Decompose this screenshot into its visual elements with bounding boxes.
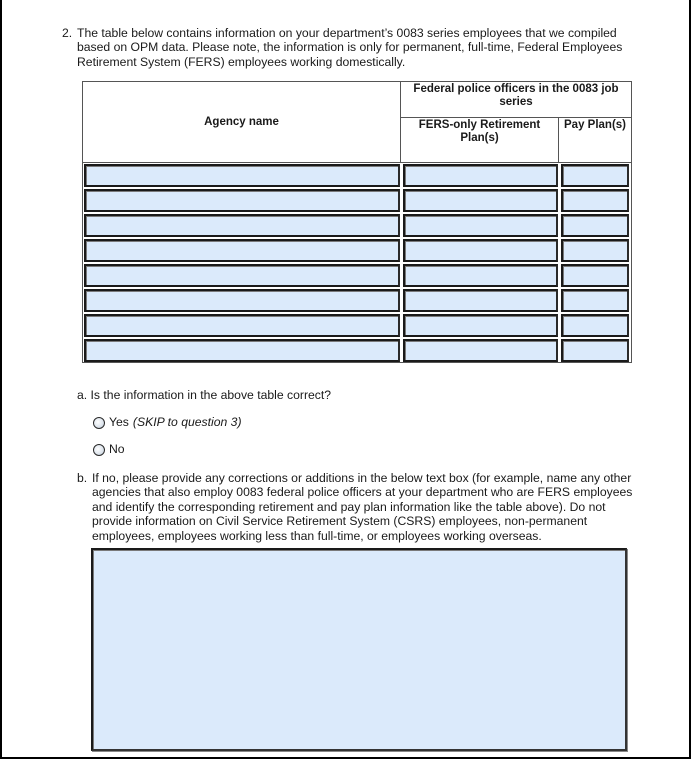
agency-name-field[interactable]: [84, 339, 400, 362]
agency-name-field[interactable]: [84, 239, 400, 262]
fers-plan-field[interactable]: [403, 289, 558, 312]
fers-plan-field[interactable]: [403, 164, 558, 187]
pay-plan-field[interactable]: [561, 314, 629, 337]
header-federal-police-group: Federal police officers in the 0083 job series: [400, 81, 632, 118]
table-row: [83, 163, 631, 188]
radio-label-no: No: [109, 442, 125, 456]
pay-plan-field[interactable]: [561, 164, 629, 187]
question-b: [77, 471, 637, 543]
fers-plan-field[interactable]: [403, 264, 558, 287]
header-agency-name: Agency name: [82, 81, 401, 163]
question-number: b.: [77, 471, 88, 485]
table-body: [82, 162, 632, 363]
radio-button-icon[interactable]: [93, 417, 105, 429]
table-row: [83, 188, 631, 213]
pay-plan-field[interactable]: [561, 264, 629, 287]
radio-label-yes: Yes: [109, 415, 129, 429]
table-row: [83, 338, 631, 363]
header-pay-plan: Pay Plan(s): [558, 117, 632, 163]
agency-name-field[interactable]: [84, 289, 400, 312]
pay-plan-field[interactable]: [561, 289, 629, 312]
skip-note: (SKIP to question 3): [132, 415, 242, 429]
pay-plan-field[interactable]: [561, 189, 629, 212]
agency-name-field[interactable]: [84, 314, 400, 337]
table-row: [83, 263, 631, 288]
agency-name-field[interactable]: [84, 189, 400, 212]
radio-option-no[interactable]: [93, 442, 125, 457]
fers-plan-field[interactable]: [403, 214, 558, 237]
table-row: [83, 288, 631, 313]
fers-plan-field[interactable]: [403, 314, 558, 337]
agency-name-field[interactable]: [84, 264, 400, 287]
table-row: [83, 213, 631, 238]
question-2: [62, 26, 637, 69]
fers-plan-field[interactable]: [403, 339, 558, 362]
radio-option-yes[interactable]: [93, 415, 242, 430]
header-fers-plan: FERS-only Retirement Plan(s): [400, 117, 559, 163]
pay-plan-field[interactable]: [561, 239, 629, 262]
corrections-textbox[interactable]: [91, 548, 627, 751]
fers-plan-field[interactable]: [403, 189, 558, 212]
agency-name-field[interactable]: [84, 214, 400, 237]
agency-name-field[interactable]: [84, 164, 400, 187]
pay-plan-field[interactable]: [561, 214, 629, 237]
table-row: [83, 238, 631, 263]
question-number: 2.: [62, 26, 73, 40]
question-a-label: a. Is the information in the above table correct?: [77, 388, 332, 402]
table-row: [83, 313, 631, 338]
pay-plan-field[interactable]: [561, 339, 629, 362]
fers-plan-field[interactable]: [403, 239, 558, 262]
question-text: If no, please provide any corrections or additions in the below text box (for example, name any other agencies that also employ 0083 federal police officers at your department who are FERS employees and identify the corresponding retirement and pay plan information like the table above). Do not provide information on Civil Service Retirement System (CSRS) employees, non-permanent employees, employees working less than full-time, or employees working overseas.: [92, 471, 633, 543]
question-text: The table below contains information on your department’s 0083 series employees that we compiled based on OPM data. Please note, the information is only for permanent, full-time, Federal Employees Retirement System (FERS) employees working domestically.: [77, 26, 623, 69]
radio-button-icon[interactable]: [93, 444, 105, 456]
